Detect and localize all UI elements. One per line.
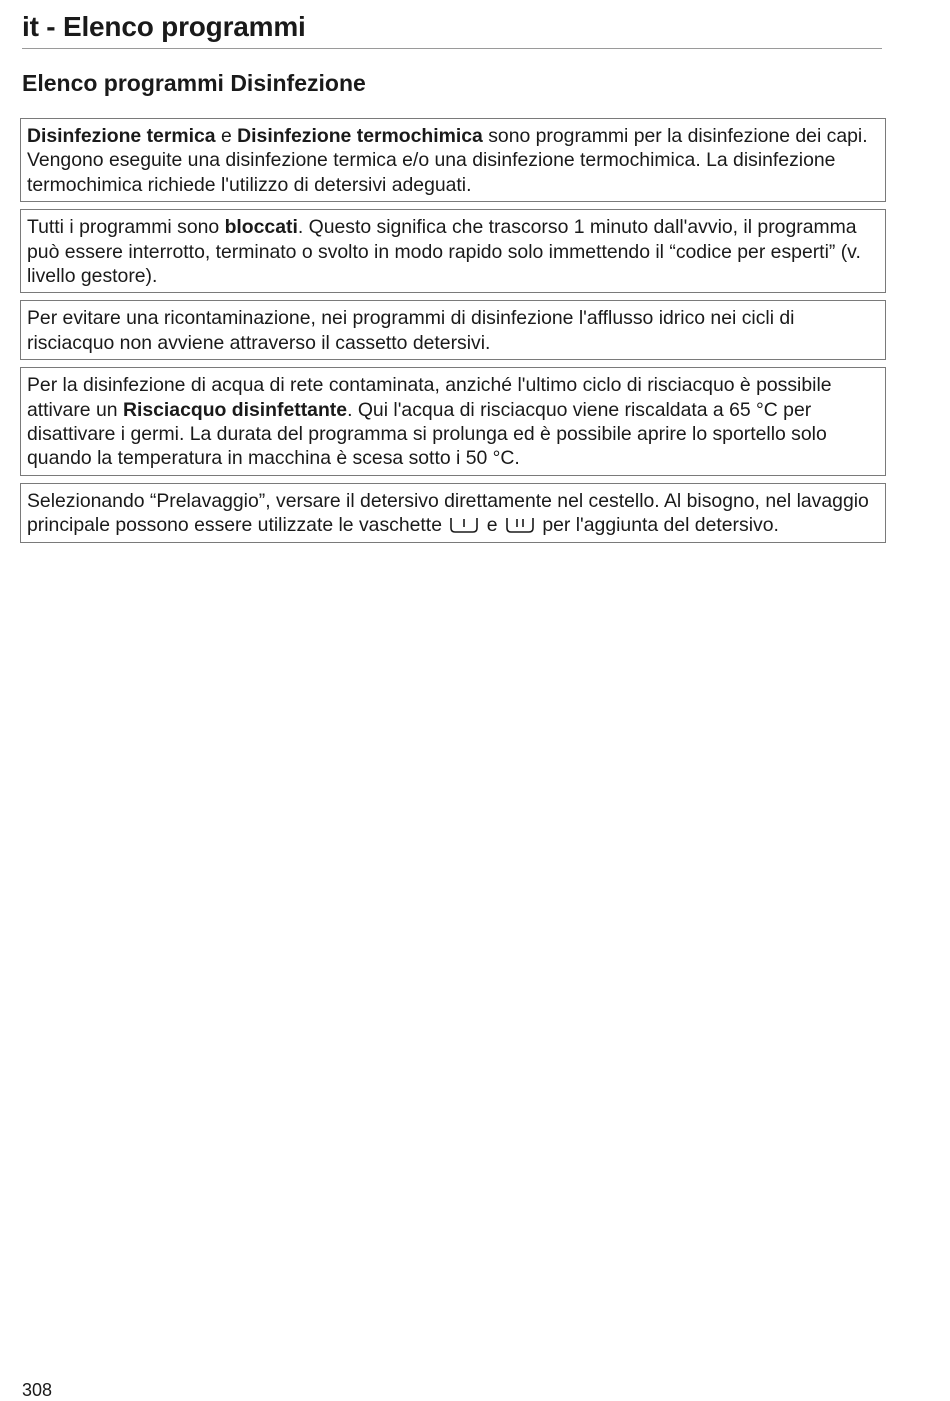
compartment-i-icon	[449, 516, 479, 534]
text-span: e	[215, 125, 238, 147]
text-span: Tutti i programmi sono	[27, 216, 225, 239]
info-box-disinfection-types	[20, 118, 886, 202]
info-box-locked-programs	[20, 209, 886, 293]
bold-term: Disinfezione termochimica	[237, 125, 483, 147]
page-number: 308	[22, 1380, 53, 1400]
info-box-paragraph: Per evitare una ricontaminazione, nei programmi di disinfezione l'afflusso idrico nei cicli di risciacquo non avviene attraverso il cassetto detersivi.	[27, 307, 795, 354]
info-boxes	[20, 118, 886, 550]
page-header	[22, 10, 882, 49]
info-box-paragraph	[27, 215, 879, 288]
section-title: Elenco programmi Disinfezione	[22, 70, 366, 96]
text-span: Selezionando “Prelavaggio”, versare il detersivo direttamente nel cestello. Al bisogno, nel lavaggio principale possono essere utilizzate le vaschette	[27, 489, 869, 537]
header-title: it - Elenco programmi	[22, 11, 306, 42]
text-span: e	[481, 514, 503, 537]
info-box-disinfecting-rinse	[20, 367, 886, 476]
bold-term: Disinfezione termica	[27, 125, 216, 147]
info-box-paragraph	[27, 373, 879, 471]
text-span: . Qui l'acqua di risciacquo viene riscaldata a 65 °C per disattivare i germi. La durata del programma si prolunga ed è possibile aprire lo sportello solo quando la temperatura in macchina è scesa sotto i 50 °C.	[27, 398, 827, 470]
info-box-paragraph: Vengono eseguite una disinfezione termica e/o una disinfezione termochimica. La disinfezione termochimica richiede l'utilizzo di detersivi adeguati.	[27, 149, 836, 196]
info-box-prewash	[20, 483, 886, 543]
text-span: . Questo significa che trascorso 1 minuto dall'avvio, il programma può essere interrotto, terminato o svolto in modo rapido solo immettendo il “codice per esperti” (v. livello gestore).	[27, 216, 861, 288]
text-span: sono programmi per la disinfezione dei capi.	[482, 125, 868, 147]
bold-term: Risciacquo disinfettante	[122, 398, 348, 421]
info-box-paragraph	[27, 124, 879, 148]
text-span: per l'aggiunta del detersivo.	[536, 514, 779, 537]
info-box-paragraph	[27, 489, 879, 538]
text-span: Per la disinfezione di acqua di rete contaminata, anziché l'ultimo ciclo di risciacquo è possibile attivare un	[27, 374, 832, 421]
bold-term: bloccati	[224, 216, 298, 239]
info-box-recontamination	[20, 300, 886, 360]
compartment-ii-icon	[505, 516, 535, 534]
